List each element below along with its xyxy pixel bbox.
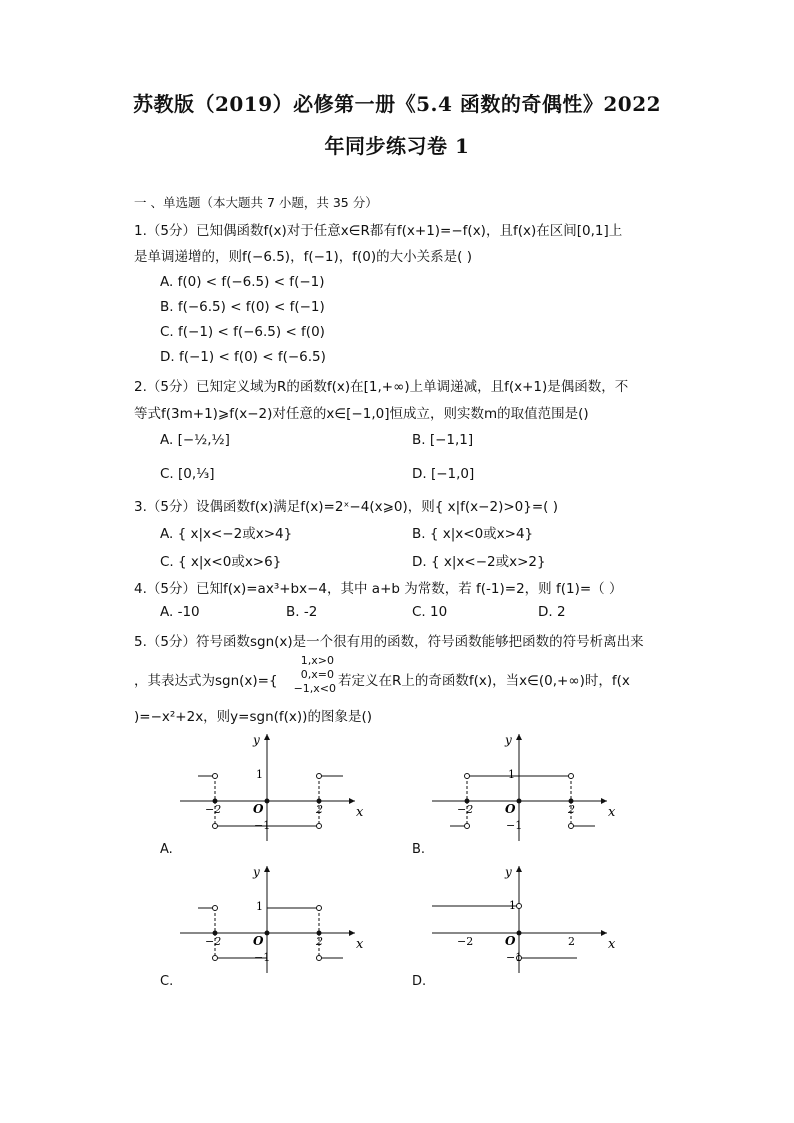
q5-line2-start: ，其表达式为sgn(x)={ — [134, 673, 278, 689]
tick-label: 2 — [316, 803, 323, 816]
q5-case1: 1,x>0 — [300, 654, 334, 667]
closed-point — [517, 931, 522, 936]
tick-label: −2 — [457, 803, 474, 816]
tick-label: −1 — [506, 951, 523, 964]
q5-case3: −1,x<0 — [293, 682, 336, 695]
origin-label: O — [505, 934, 516, 948]
q3-line1: 3.（5分）设偶函数f(x)满足f(x)=2ˣ−4(x⩾0)，则{ x|f(x−2)>0}=( ) — [134, 499, 558, 515]
q3-option-a: A. { x|x<−2或x>4} — [160, 526, 293, 542]
open-point — [317, 774, 322, 779]
q1-option-d: D. f(−1) < f(0) < f(−6.5) — [160, 349, 326, 365]
q2-option-c: C. [0,⅓] — [160, 466, 215, 482]
open-point — [569, 774, 574, 779]
open-point — [517, 904, 522, 909]
closed-point — [517, 799, 522, 804]
open-point — [213, 824, 218, 829]
q1-option-b: B. f(−6.5) < f(0) < f(−1) — [160, 299, 325, 315]
q3-option-d: D. { x|x<−2或x>2} — [412, 554, 546, 570]
graph-a-label: A. — [160, 842, 173, 857]
graph-a — [170, 726, 380, 846]
x-label: x — [608, 937, 616, 952]
q4-option-d: D. 2 — [538, 604, 566, 620]
y-label: y — [505, 733, 512, 747]
tick-label: 2 — [316, 935, 323, 948]
graph-d-label: D. — [412, 974, 427, 989]
closed-point — [265, 799, 270, 804]
q2-option-b: B. [−1,1] — [412, 432, 474, 448]
document-title-line2: 年同步练习卷 1 — [324, 134, 470, 158]
open-point — [569, 824, 574, 829]
section-heading: 一 、单选题（本大题共 7 小题，共 35 分） — [134, 195, 378, 210]
q5-case2: 0,x=0 — [300, 668, 334, 681]
q5-line3: )=−x²+2x，则y=sgn(f(x))的图象是() — [134, 709, 372, 725]
y-label: y — [253, 733, 260, 747]
tick-label: 1 — [256, 900, 263, 913]
tick-label: −2 — [457, 935, 474, 948]
q1-option-a: A. f(0) < f(−6.5) < f(−1) — [160, 274, 325, 290]
document-title-line1: 苏教版（2019）必修第一册《5.4 函数的奇偶性》2022 — [132, 92, 662, 116]
tick-label: −1 — [506, 819, 523, 832]
origin-label: O — [253, 802, 264, 816]
tick-label: 1 — [256, 768, 263, 781]
q2-line1: 2.（5分）已知定义域为R的函数f(x)在[1,+∞)上单调递减，且f(x+1)是偶函数，不 — [134, 379, 629, 395]
q4-line1: 4.（5分）已知f(x)=ax³+bx−4，其中 a+b 为常数，若 f(-1)=2，则 f(1)=（ ） — [134, 581, 623, 597]
y-label: y — [505, 865, 512, 879]
open-point — [213, 906, 218, 911]
open-point — [465, 774, 470, 779]
q3-option-c: C. { x|x<0或x>6} — [160, 554, 282, 570]
graph-d — [422, 858, 632, 978]
graph-c — [170, 858, 380, 978]
tick-label: 1 — [509, 899, 516, 912]
origin-label: O — [505, 802, 516, 816]
origin-label: O — [253, 934, 264, 948]
q2-option-a: A. [−½,½] — [160, 432, 230, 448]
x-label: x — [356, 805, 364, 820]
tick-label: −1 — [254, 819, 271, 832]
closed-point — [265, 931, 270, 936]
q4-option-b: B. -2 — [286, 604, 318, 620]
q4-option-c: C. 10 — [412, 604, 448, 620]
open-point — [213, 774, 218, 779]
x-label: x — [356, 937, 364, 952]
tick-label: −2 — [205, 935, 222, 948]
graph-b-label: B. — [412, 842, 426, 857]
open-point — [213, 956, 218, 961]
q2-option-d: D. [−1,0] — [412, 466, 475, 482]
open-point — [317, 956, 322, 961]
q5-line2-end: 若定义在R上的奇函数f(x)，当x∈(0,+∞)时，f(x — [338, 673, 630, 689]
q1-option-c: C. f(−1) < f(−6.5) < f(0) — [160, 324, 325, 340]
tick-label: 1 — [508, 768, 515, 781]
graph-b — [422, 726, 632, 846]
tick-label: −2 — [205, 803, 222, 816]
tick-label: −1 — [254, 951, 271, 964]
q1-line1: 1.（5分）已知偶函数f(x)对于任意x∈R都有f(x+1)=−f(x)，且f(x)在区间[0,1]上 — [134, 223, 623, 239]
open-point — [465, 824, 470, 829]
tick-label: 2 — [568, 935, 575, 948]
q4-option-a: A. -10 — [160, 604, 200, 620]
q3-option-b: B. { x|x<0或x>4} — [412, 526, 534, 542]
q5-line1: 5.（5分）符号函数sgn(x)是一个很有用的函数，符号函数能够把函数的符号析离出来 — [134, 634, 644, 650]
graph-c-label: C. — [160, 974, 174, 989]
tick-label: 2 — [568, 803, 575, 816]
q2-line2: 等式f(3m+1)⩾f(x−2)对任意的x∈[−1,0]恒成立，则实数m的取值范围是() — [134, 406, 589, 422]
q1-line2: 是单调递增的，则f(−6.5)，f(−1)，f(0)的大小关系是( ) — [134, 249, 472, 265]
open-point — [317, 824, 322, 829]
y-label: y — [253, 865, 260, 879]
x-label: x — [608, 805, 616, 820]
open-point — [317, 906, 322, 911]
